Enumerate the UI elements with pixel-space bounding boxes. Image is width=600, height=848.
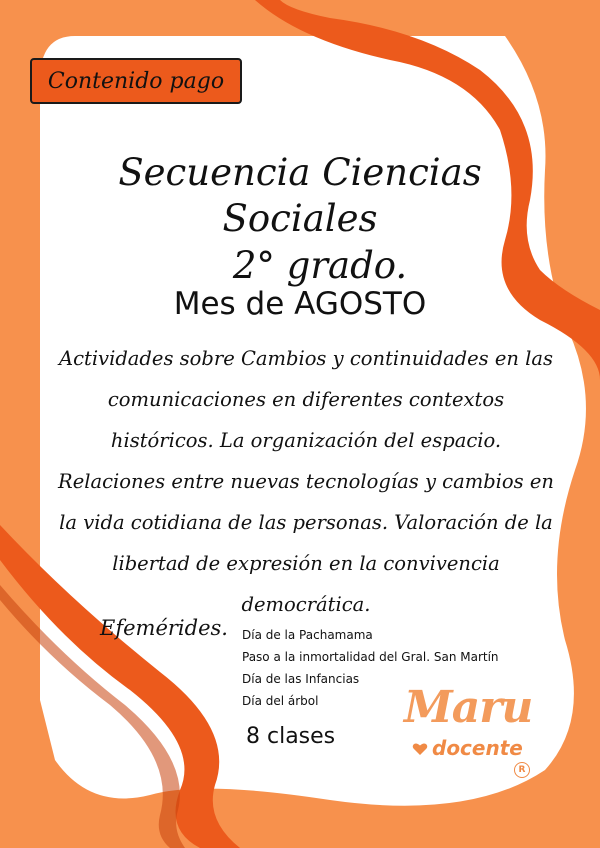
- logo-text-maru: Maru: [404, 682, 533, 733]
- efemerides-item: Día de la Pachamama: [242, 628, 373, 642]
- month-heading: Mes de AGOSTO: [173, 286, 427, 322]
- description-text: Actividades sobre Cambios y continuidades en las comunicaciones en diferentes contextos históricos. La organización del espacio. Relaciones entre nuevas tecnologías y cambios en la vida cotidiana de las personas. Valoración de la libertad de expresión en la convivencia democrática.: [58, 347, 554, 616]
- classes-count: 8 clases: [246, 724, 336, 749]
- title-line-1: Secuencia Ciencias Sociales: [118, 151, 482, 241]
- page-title: [50, 150, 550, 289]
- efemerides-item: Día del árbol: [242, 694, 319, 708]
- registered-icon: R: [514, 762, 530, 778]
- heart-icon: [412, 742, 428, 756]
- maru-docente-logo: [398, 684, 548, 778]
- efemerides-item: Paso a la inmortalidad del Gral. San Martín: [242, 650, 499, 664]
- efemerides-label: Efemérides.: [100, 616, 228, 640]
- paid-content-badge: Contenido pago: [30, 58, 242, 104]
- title-line-2: 2° grado.: [232, 243, 408, 287]
- logo-text-docente: docente: [432, 736, 523, 760]
- efemerides-item: Día de las Infancias: [242, 672, 360, 686]
